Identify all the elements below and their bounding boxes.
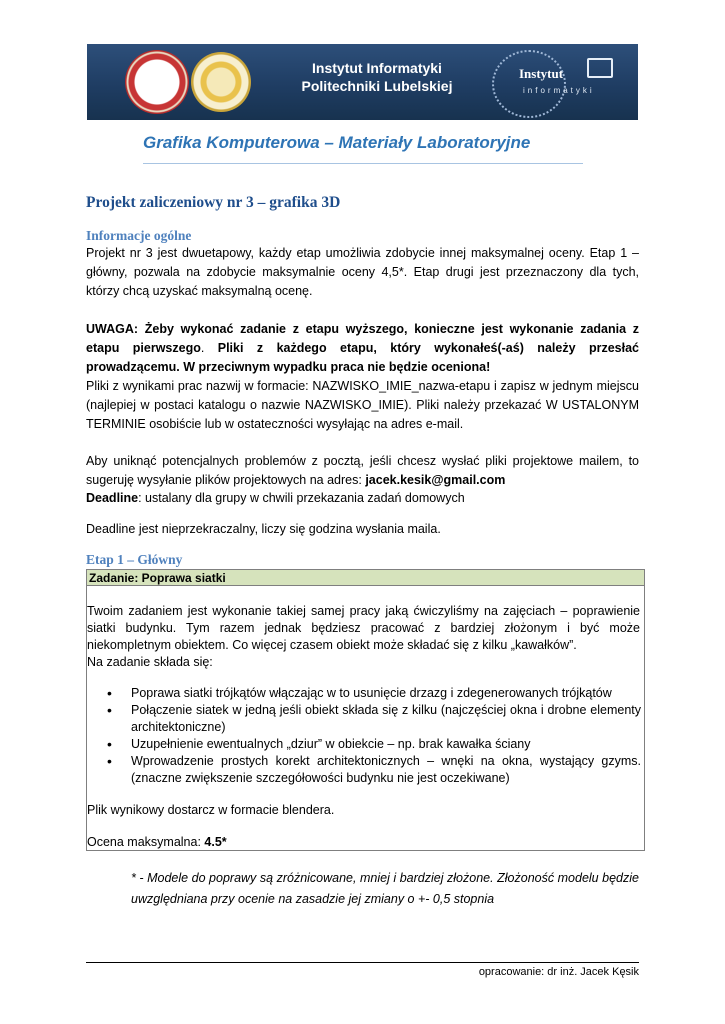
warning-separator: . xyxy=(200,341,218,355)
institute-logo-icon xyxy=(492,50,566,118)
intro-paragraph: Projekt nr 3 jest dwuetapowy, każdy etap umożliwia zdobycie innej maksymalnej oceny. Etap 1 – główny, pozwala na zdobycie maksymalnie oceny 4,5*. Etap drugi jest przeznaczony dla tych, którzy chcą uzyskać maksymalną ocenę. xyxy=(86,246,639,298)
max-grade-value: 4.5* xyxy=(204,835,227,849)
footer-divider xyxy=(86,962,639,963)
warning-text: UWAGA: Żeby wykonać zadanie z etapu wyższego, konieczne jest wykonanie zadania z etapu pierwszego xyxy=(86,322,639,355)
task-list-intro: Na zadanie składa się: xyxy=(87,655,213,669)
list-item: • Uzupełnienie ewentualnych „dziur” w obiekcie – np. brak kawałka ściany xyxy=(103,736,641,753)
warning-paragraph xyxy=(86,320,639,377)
monitor-icon xyxy=(587,58,613,78)
page-title: Projekt zaliczeniowy nr 3 – grafika 3D xyxy=(86,194,341,211)
deadline-label: Deadline xyxy=(86,491,139,505)
deadline-note: Deadline jest nieprzekraczalny, liczy się godzina wysłania maila. xyxy=(86,522,441,536)
list-item: • Poprawa siatki trójkątów włączając w to usunięcie drzazg i zdegenerowanych trójkątów xyxy=(103,685,641,702)
banner-title-line2: Politechniki Lubelskiej xyxy=(301,78,453,94)
max-grade-label: Ocena maksymalna: xyxy=(87,835,205,849)
document-series-title: Grafika Komputerowa – Materiały Laboratoryjne xyxy=(143,133,531,152)
task-description xyxy=(87,603,640,671)
list-item: • Połączenie siatek w jedną jeśli obiekt składa się z kilku (najczęściej okna i drobne elementy architektoniczne) xyxy=(103,702,641,736)
files-paragraph: Pliki z wynikami prac nazwij w formacie: NAZWISKO_IMIE_nazwa-etapu i zapisz w jednym miejscu (najlepiej w postaci katalogu o nazwie NAZWISKO_IMIE). Pliki należy przekazać W USTALONYM TERMINIE osobiście lub w ostateczności wysyłając na adres e-mail. xyxy=(86,379,639,431)
deadline-text: : ustalany dla grupy w chwili przekazania zadań domowych xyxy=(138,491,465,505)
warning-text-2: Pliki z każdego etapu, który wykonałeś(-aś) należy przesłać prowadzącemu. W przeciwnym wypadku praca nie będzie oceniona! xyxy=(86,341,639,374)
mail-paragraph xyxy=(86,452,639,490)
mail-text: Aby uniknąć potencjalnych problemów z pocztą, jeśli chcesz wysłać pliki projektowe mailem, to sugeruję wysyłanie plików projektowych na adres: xyxy=(86,454,639,487)
footnote: * - Modele do poprawy są zróżnicowane, mniej i bardziej złożone. Złożoność modelu będzie uwzględniana przy ocenie na zasadzie jej zmiany o +- 0,5 stopnia xyxy=(131,871,639,906)
section-heading-stage1: Etap 1 – Główny xyxy=(86,552,183,567)
task-list xyxy=(103,685,641,787)
email-address[interactable]: jacek.kesik@gmail.com xyxy=(365,473,506,487)
banner-title xyxy=(272,59,482,95)
section-heading-general: Informacje ogólne xyxy=(86,228,192,243)
task-box xyxy=(86,569,645,851)
header-banner xyxy=(87,44,638,120)
footer-author: opracowanie: dr inż. Jacek Kęsik xyxy=(478,966,639,978)
header-divider xyxy=(143,163,583,164)
institute-logo-text: Instytut xyxy=(519,66,564,81)
list-item: • Wprowadzenie prostych korekt architektonicznych – wnęki na okna, wystający gzyms. (znaczne zwiększenie szczegółowości budynku nie jest oczekiwane) xyxy=(103,753,641,787)
max-grade xyxy=(87,833,227,852)
institute-logo-subtext: informatyki xyxy=(523,86,595,95)
deadline-line xyxy=(86,489,465,508)
output-format: Plik wynikowy dostarcz w formacie blendera. xyxy=(87,803,335,817)
task-title: Zadanie: Poprawa siatki xyxy=(87,570,644,586)
university-seal-icon xyxy=(191,52,251,112)
task-description-text: Twoim zadaniem jest wykonanie takiej samej pracy jaką ćwiczyliśmy na zajęciach – poprawienie siatki budynku. Tym razem jednak będziesz pracować z bardziej złożonym i być może niekompletnym obiektem. Co więcej czasem obiekt może składać się z kilku „kawałków”. xyxy=(87,604,640,652)
banner-title-line1: Instytut Informatyki xyxy=(312,60,442,76)
university-emblem-icon xyxy=(125,50,189,114)
